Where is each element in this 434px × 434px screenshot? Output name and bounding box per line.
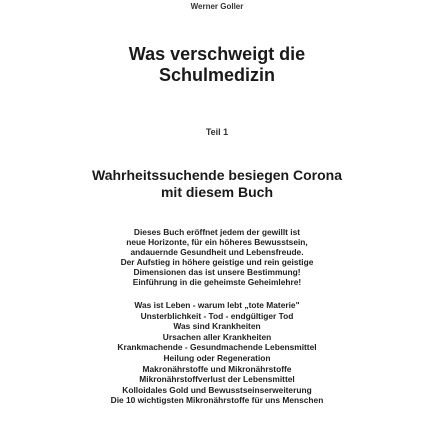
book-subtitle-line-2: mit diesem Buch	[160, 184, 274, 200]
topic-item: Ursachen aller Krankheiten	[162, 331, 272, 342]
intro-line: neue Horizonte, für ein höheres Bewusstsein,	[126, 237, 308, 247]
intro-line: Dieses Buch eröffnet jedem der gewillt ist	[133, 227, 301, 237]
topic-item: Kolloidales Gold und Bewusstseinserweiterung	[122, 384, 312, 395]
topic-item: Die 10 wichtigsten Mikronährstoffe für uns Menschen	[110, 395, 324, 406]
author-name: Werner Goller	[190, 2, 244, 11]
book-subtitle	[0, 167, 434, 201]
intro-line: andauernde Gesundheit und Lebensfreude.	[130, 247, 304, 257]
topic-item: Heilung oder Regeneration	[163, 352, 271, 363]
topic-item: Was sind Krankheiten	[173, 321, 261, 332]
book-subtitle-line-1: Wahrheitssuchende besiegen Corona	[92, 167, 342, 183]
topic-item: Was ist Leben - warum lebt „tote Materie"	[134, 300, 300, 310]
book-title	[0, 44, 434, 86]
part-label: Teil 1	[205, 127, 229, 137]
intro-line: Der Aufstieg in höhere geistige und rein geistige	[120, 257, 314, 267]
book-title-line-2: Schulmedizin	[158, 65, 275, 85]
intro-paragraph	[0, 227, 434, 287]
topic-item: Krankmachende - Gesundmachende Lebensmittel	[117, 342, 317, 353]
topic-item: Unsterblichkeit - Tod - endgültiger Tod	[140, 310, 294, 321]
book-title-line-1: Was verschweigt die	[128, 44, 306, 64]
topic-item: Makronährstoffe und Mikronährstoffe	[142, 363, 292, 374]
intro-line: Dimensionen das ist unsere Bestimmung!	[133, 267, 301, 277]
topic-item: Mikronährstoffverlust der Lebensmittel	[139, 374, 295, 385]
topics-list	[0, 300, 434, 406]
intro-line: Einführung in die geheimste Geheimlehre!	[132, 277, 302, 287]
